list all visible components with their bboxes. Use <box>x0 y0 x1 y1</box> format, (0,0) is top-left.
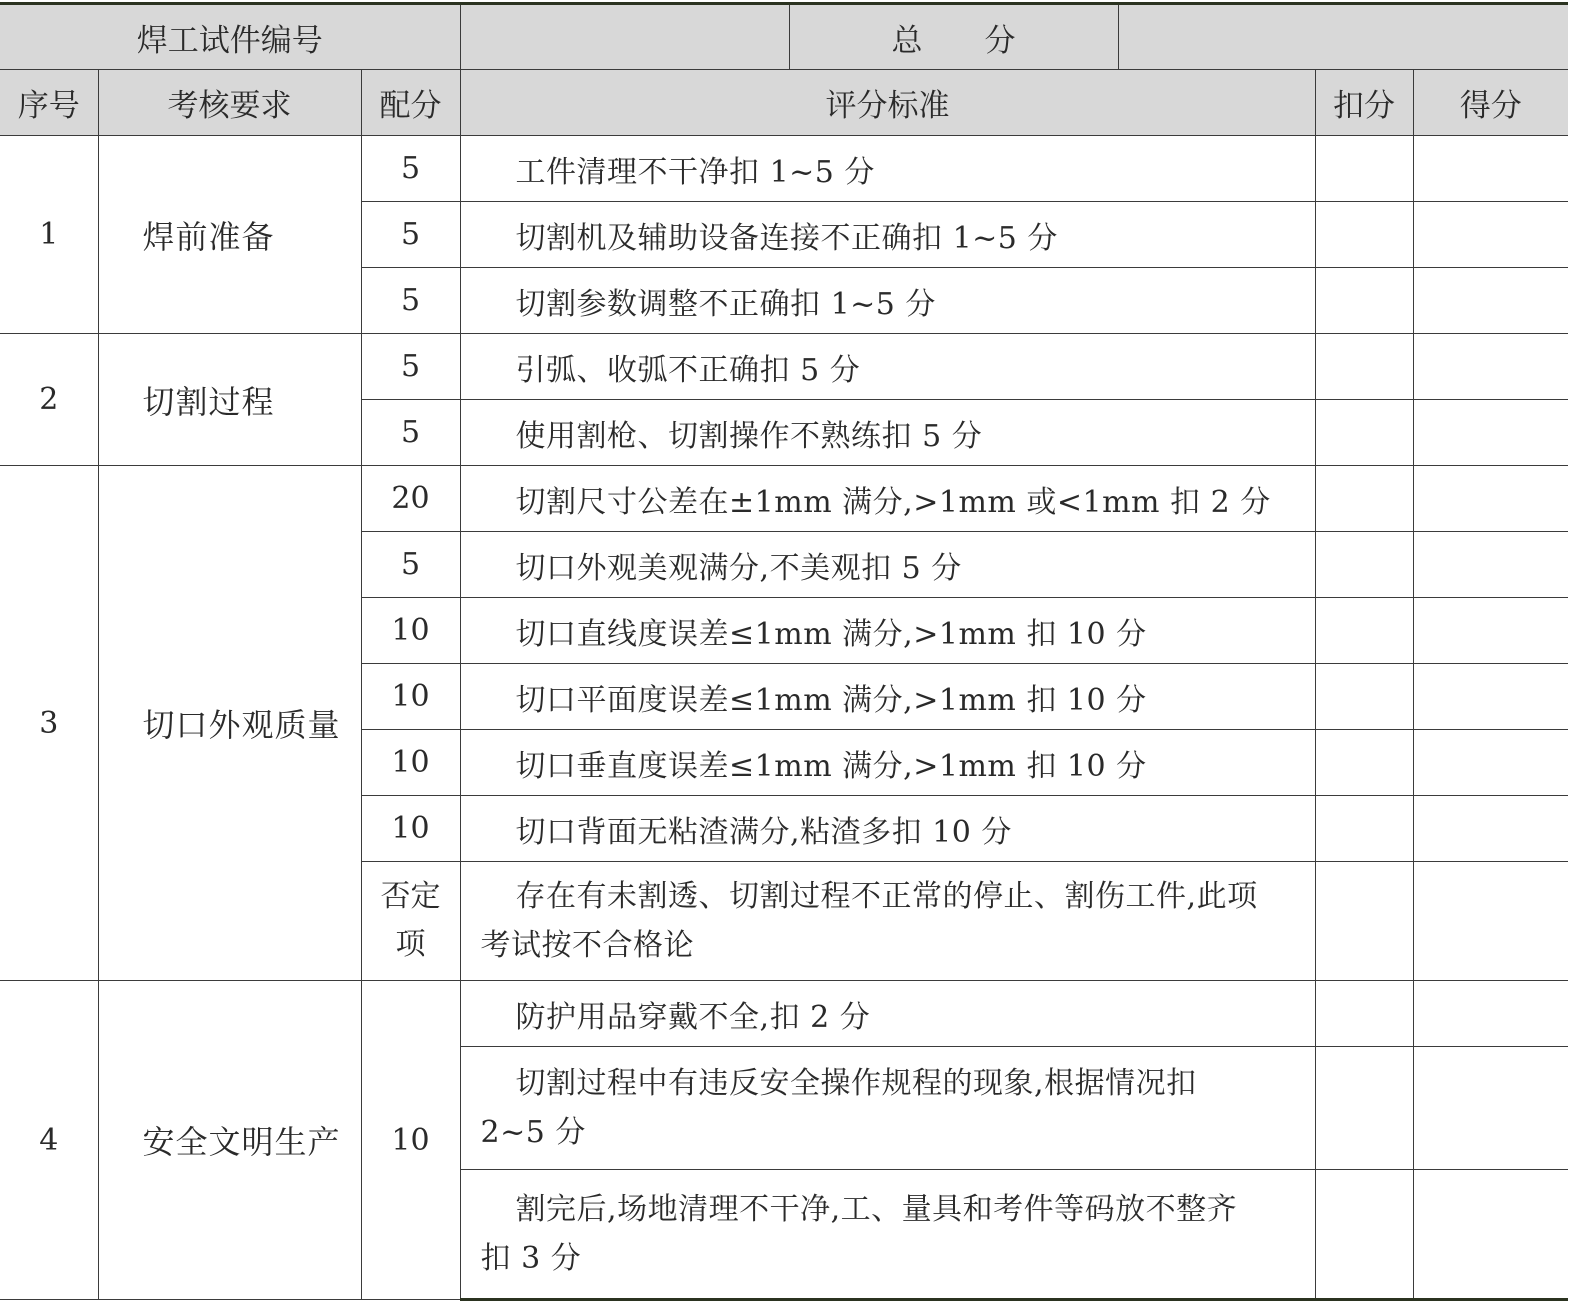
row-score-cell <box>1413 334 1568 400</box>
table-row <box>0 466 1568 532</box>
row-deduction-cell <box>1315 862 1413 981</box>
col-header-criteria: 评分标准 <box>460 70 1315 136</box>
criterion-line-1: 割完后,场地清理不干净,工、量具和考件等码放不整齐 <box>515 1192 1238 1227</box>
row-score-cell <box>1413 730 1568 796</box>
col-header-requirement: 考核要求 <box>98 70 361 136</box>
section-index: 4 <box>0 981 98 1300</box>
criterion-line-1: 存在有未割透、切割过程不正常的停止、割伤工件,此项 <box>515 879 1258 914</box>
row-criterion: 工件清理不干净扣 1~5 分 <box>460 136 1315 202</box>
row-score-cell <box>1413 862 1568 981</box>
row-score-cell <box>1413 796 1568 862</box>
row-deduction-cell <box>1315 466 1413 532</box>
row-deduction-cell <box>1315 532 1413 598</box>
section-requirement: 切口外观质量 <box>98 466 361 981</box>
row-criterion: 切口垂直度误差≤1mm 满分,>1mm 扣 10 分 <box>460 730 1315 796</box>
row-score-cell <box>1413 532 1568 598</box>
total-label-char-2: 分 <box>984 22 1016 59</box>
specimen-number-value <box>460 4 789 70</box>
row-score-cell <box>1413 202 1568 268</box>
row-deduction-cell <box>1315 334 1413 400</box>
row-points: 10 <box>361 796 460 862</box>
row-deduction-cell <box>1315 1170 1413 1300</box>
total-score-label <box>789 4 1118 70</box>
row-score-cell <box>1413 268 1568 334</box>
row-deduction-cell <box>1315 664 1413 730</box>
row-criterion: 防护用品穿戴不全,扣 2 分 <box>460 981 1315 1047</box>
row-deduction-cell <box>1315 598 1413 664</box>
row-score-cell <box>1413 598 1568 664</box>
row-points-veto <box>361 862 460 981</box>
row-deduction-cell <box>1315 202 1413 268</box>
row-deduction-cell <box>1315 268 1413 334</box>
criterion-line-2: 2~5 分 <box>480 1115 586 1150</box>
row-points: 10 <box>361 598 460 664</box>
criterion-line-2: 考试按不合格论 <box>480 928 695 963</box>
row-criterion: 切割参数调整不正确扣 1~5 分 <box>460 268 1315 334</box>
row-score-cell <box>1413 1170 1568 1300</box>
row-deduction-cell <box>1315 796 1413 862</box>
row-deduction-cell <box>1315 400 1413 466</box>
row-score-cell <box>1413 664 1568 730</box>
row-points: 20 <box>361 466 460 532</box>
table-row <box>0 136 1568 202</box>
row-criterion: 引弧、收弧不正确扣 5 分 <box>460 334 1315 400</box>
row-points: 5 <box>361 334 460 400</box>
row-points: 5 <box>361 400 460 466</box>
total-label-char-1: 总 <box>891 22 923 59</box>
row-score-cell <box>1413 400 1568 466</box>
col-header-points: 配分 <box>361 70 460 136</box>
row-criterion: 切口背面无粘渣满分,粘渣多扣 10 分 <box>460 796 1315 862</box>
table-row <box>0 334 1568 400</box>
score-sheet-table <box>0 2 1568 1301</box>
row-points: 10 <box>361 730 460 796</box>
row-deduction-cell <box>1315 981 1413 1047</box>
row-score-cell <box>1413 136 1568 202</box>
col-header-index: 序号 <box>0 70 98 136</box>
col-header-score: 得分 <box>1413 70 1568 136</box>
row-score-cell <box>1413 981 1568 1047</box>
row-deduction-cell <box>1315 730 1413 796</box>
criterion-line-2: 扣 3 分 <box>480 1241 582 1276</box>
section-requirement: 安全文明生产 <box>98 981 361 1300</box>
row-points: 5 <box>361 532 460 598</box>
row-deduction-cell <box>1315 1047 1413 1170</box>
row-points: 10 <box>361 664 460 730</box>
section-requirement: 焊前准备 <box>98 136 361 334</box>
row-points: 5 <box>361 136 460 202</box>
specimen-number-label <box>0 4 460 70</box>
row-points: 5 <box>361 202 460 268</box>
col-header-deduction: 扣分 <box>1315 70 1413 136</box>
row-deduction-cell <box>1315 136 1413 202</box>
section-index: 1 <box>0 136 98 334</box>
table-row <box>0 981 1568 1047</box>
row-score-cell <box>1413 1047 1568 1170</box>
row-criterion <box>460 862 1315 981</box>
veto-line-1: 否定 <box>380 879 441 914</box>
row-criterion: 切割机及辅助设备连接不正确扣 1~5 分 <box>460 202 1315 268</box>
section-index: 3 <box>0 466 98 981</box>
section-index: 2 <box>0 334 98 466</box>
row-score-cell <box>1413 466 1568 532</box>
row-points: 5 <box>361 268 460 334</box>
criterion-line-1: 切割过程中有违反安全操作规程的现象,根据情况扣 <box>515 1066 1197 1101</box>
row-criterion: 切口平面度误差≤1mm 满分,>1mm 扣 10 分 <box>460 664 1315 730</box>
row-criterion: 切口直线度误差≤1mm 满分,>1mm 扣 10 分 <box>460 598 1315 664</box>
veto-line-2: 项 <box>395 927 426 962</box>
row-criterion <box>460 1170 1315 1300</box>
total-score-value <box>1118 4 1568 70</box>
section-requirement: 切割过程 <box>98 334 361 466</box>
row-criterion: 切割尺寸公差在±1mm 满分,>1mm 或<1mm 扣 2 分 <box>460 466 1315 532</box>
specimen-number-label-text: 焊工试件编号 <box>136 22 323 59</box>
row-criterion: 切口外观美观满分,不美观扣 5 分 <box>460 532 1315 598</box>
row-criterion: 使用割枪、切割操作不熟练扣 5 分 <box>460 400 1315 466</box>
section-points: 10 <box>361 981 460 1300</box>
row-criterion <box>460 1047 1315 1170</box>
